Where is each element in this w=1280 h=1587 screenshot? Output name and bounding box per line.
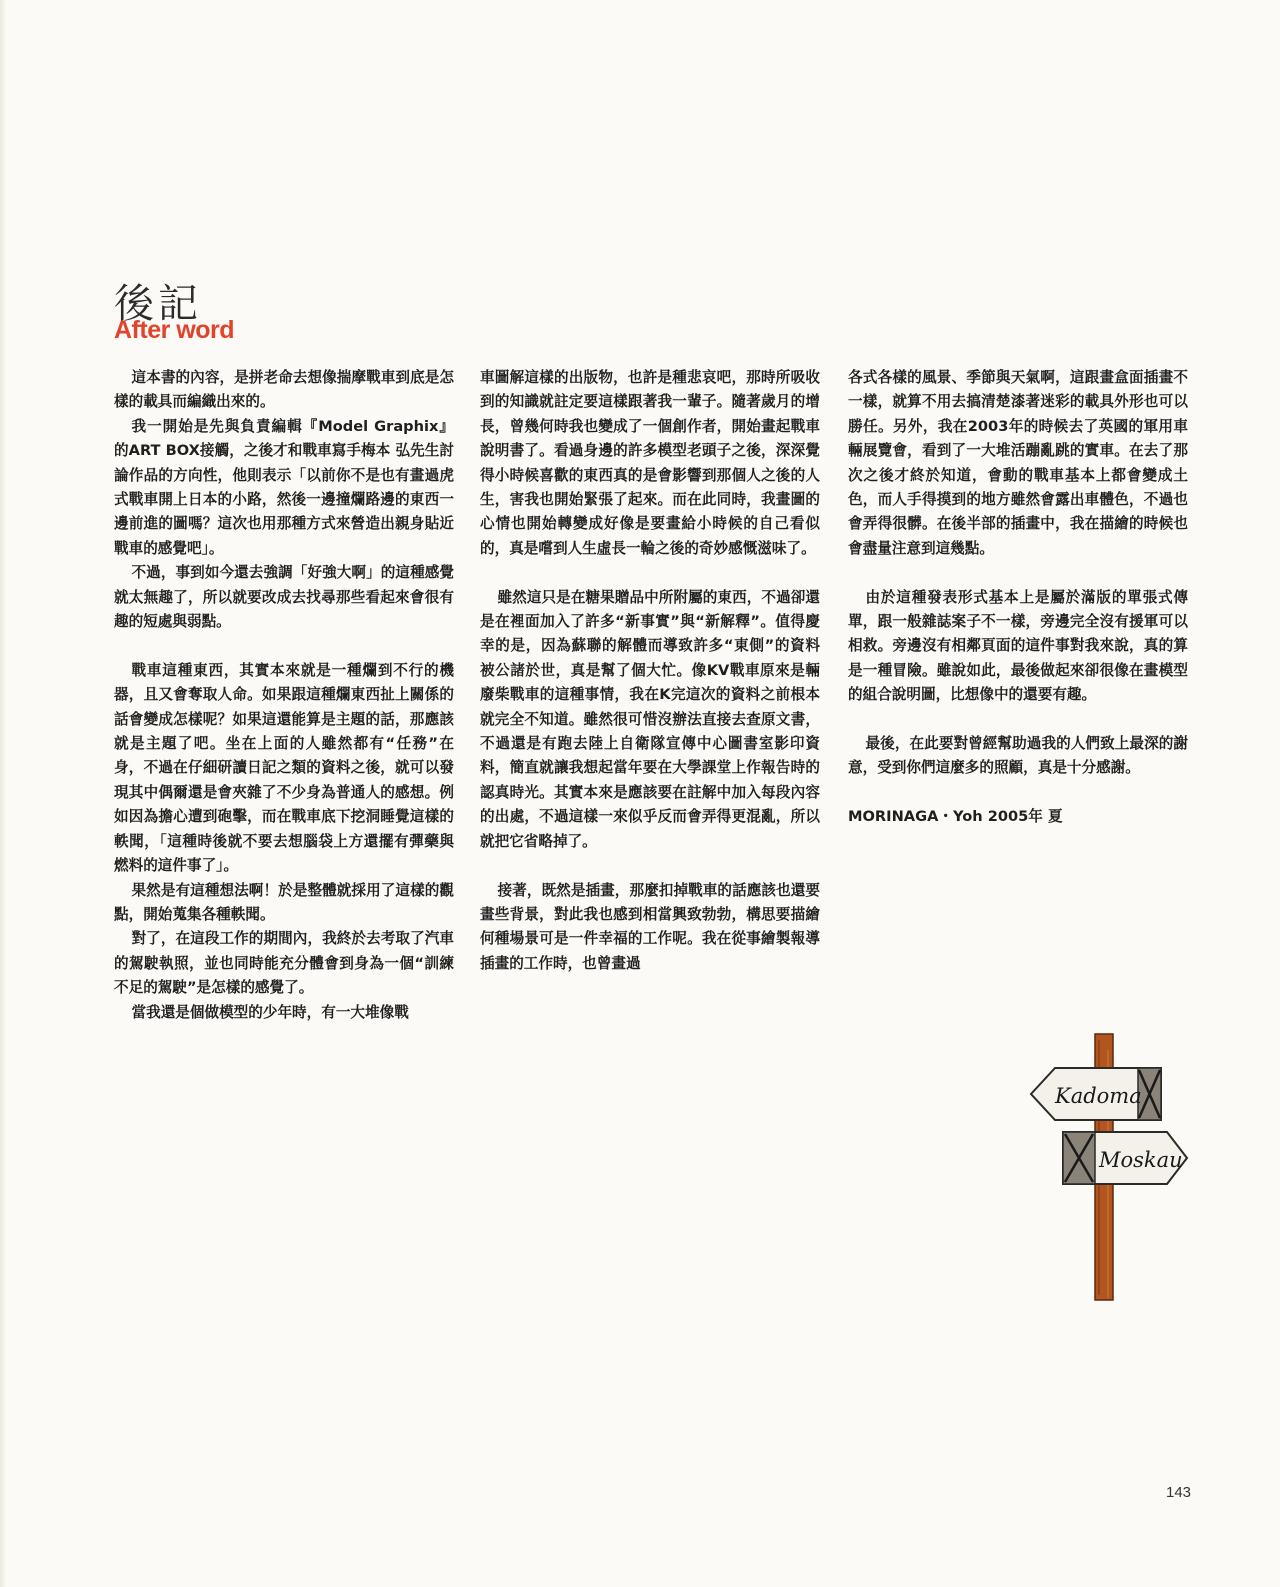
- paragraph: 戰車這種東西，其實本來就是一種爛到不行的機器，且又會奪取人命。如果跟這種爛東西扯上關係的話會變成怎樣呢？如果這還能算是主題的話，那應該就是主題了吧。坐在上面的人雖然都有“任務”在身，不過在仔細研讀日記之類的資料之後，就可以發現其中偶爾還是會夾雜了不少身為普通人的感想。例如因為擔心遭到砲擊，而在戰車底下挖洞睡覺這樣的軼聞，「這種時後就不要去想腦袋上方還擺有彈藥與燃料的這件事了」。: [114, 661, 454, 875]
- paragraph: 雖然這只是在糖果贈品中所附屬的東西，不過卻還是在裡面加入了許多“新事實”與“新解釋”。值得慶幸的是，因為蘇聯的解體而導致許多“東側”的資料被公諸於世，真是幫了個大忙。像KV戰車原來是輛廢柴戰車的這種事情，我在K完這次的資料之前根本就完全不知道。雖然很可惜沒辦法直接去查原文書，不過還是有跑去陸上自衛隊宣傳中心圖書室影印資料，簡直就讓我想起當年要在大學課堂上作報告時的認真時光。其實本來是應該要在註解中加入每段內容的出處，不過這樣一來似乎反而會弄得更混亂，所以就把它省略掉了。: [480, 588, 820, 850]
- paragraph: 當我還是個做模型的少年時，有一大堆像戰: [131, 1003, 409, 1021]
- paragraph-gap: [848, 781, 1188, 805]
- signpost-label-moskau: Moskau: [1099, 1148, 1183, 1172]
- author-signature: MORINAGA・Yoh 2005年 夏: [848, 808, 1063, 826]
- paragraph-gap: [480, 561, 820, 585]
- text-column-2: [480, 366, 820, 976]
- paragraph: 不過，事到如今還去強調「好強大啊」的這種感覺就太無趣了，所以就要改成去找尋那些看起來會很有趣的短處與弱點。: [114, 564, 454, 631]
- page-number: 143: [1166, 1484, 1192, 1501]
- text-column-3: [848, 366, 1188, 830]
- paragraph: 我一開始是先與負責編輯『Model Graphix』的ART BOX接觸，之後才和戰車寫手梅本 弘先生討論作品的方向性，他則表示「以前你不是也有畫過虎式戰車開上日本的小路，然後一邊撞爛路邊的東西一邊前進的圖嗎？這次也用那種方式來營造出親身貼近戰車的感覺吧」。: [114, 417, 454, 557]
- signpost-label-kadoma: Kadoma: [1055, 1084, 1142, 1108]
- paragraph: 車圖解這樣的出版物，也許是種悲哀吧，那時所吸收到的知識就註定要這樣跟著我一輩子。隨著歲月的增長，曾幾何時我也變成了一個創作者，開始畫起戰車說明書了。看過身邊的許多模型老頭子之後，深深覺得小時候喜歡的東西真的是會影響到那個人之後的人生，害我也開始緊張了起來。而在此同時，我畫圖的心情也開始轉變成好像是要畫給小時候的自己看似的，真是嚐到人生虛長一輪之後的奇妙感慨滋味了。: [480, 369, 820, 557]
- page-title-cn: 後記: [114, 281, 202, 327]
- signpost-illustration: [1025, 1030, 1200, 1302]
- paragraph: 果然是有這種想法啊！於是整體就採用了這樣的觀點，開始蒐集各種軼聞。: [114, 881, 454, 923]
- paragraph-gap: [848, 561, 1188, 585]
- text-column-1: [114, 366, 454, 1025]
- paragraph: 由於這種發表形式基本上是屬於滿版的單張式傳單，跟一般雜誌案子不一樣，旁邊完全沒有援軍可以相救。旁邊沒有相鄰頁面的這件事對我來說，真的算是一種冒險。雖說如此，最後做起來卻很像在畫模型的組合說明圖，比想像中的還要有趣。: [848, 588, 1188, 704]
- paragraph-gap: [114, 634, 454, 658]
- paragraph: 這本書的內容，是拼老命去想像揣摩戰車到底是怎樣的載具而編織出來的。: [114, 369, 454, 411]
- paragraph: 最後，在此要對曾經幫助過我的人們致上最深的謝意，受到你們這麼多的照顧，真是十分感謝。: [848, 735, 1188, 777]
- paragraph: 各式各樣的風景、季節與天氣啊，這跟畫盒面插畫不一樣，就算不用去搞清楚漆著迷彩的載具外形也可以勝任。另外，我在2003年的時候去了英國的軍用車輛展覽會，看到了一大堆活蹦亂跳的實車。在去了那次之後才終於知道，會動的戰車基本上都會變成土色，而人手得摸到的地方雖然會露出車體色，不過也會弄得很髒。在後半部的插畫中，我在描繪的時候也會盡量注意到這幾點。: [848, 369, 1188, 557]
- paragraph-gap: [480, 854, 820, 878]
- page-title-en: After word: [114, 316, 234, 344]
- paragraph: 對了，在這段工作的期間內，我終於去考取了汽車的駕駛執照，並也同時能充分體會到身為一個“訓練不足的駕駛”是怎樣的感覺了。: [114, 930, 454, 997]
- page-edge-shadow: [0, 0, 6, 1587]
- paragraph-gap: [848, 708, 1188, 732]
- paragraph: 接著，既然是插畫，那麼扣掉戰車的話應該也還要畫些背景，對此我也感到相當興致勃勃，構思要描繪何種場景可是一件幸福的工作呢。我在從事繪製報導插畫的工作時，也曾畫過: [480, 881, 820, 972]
